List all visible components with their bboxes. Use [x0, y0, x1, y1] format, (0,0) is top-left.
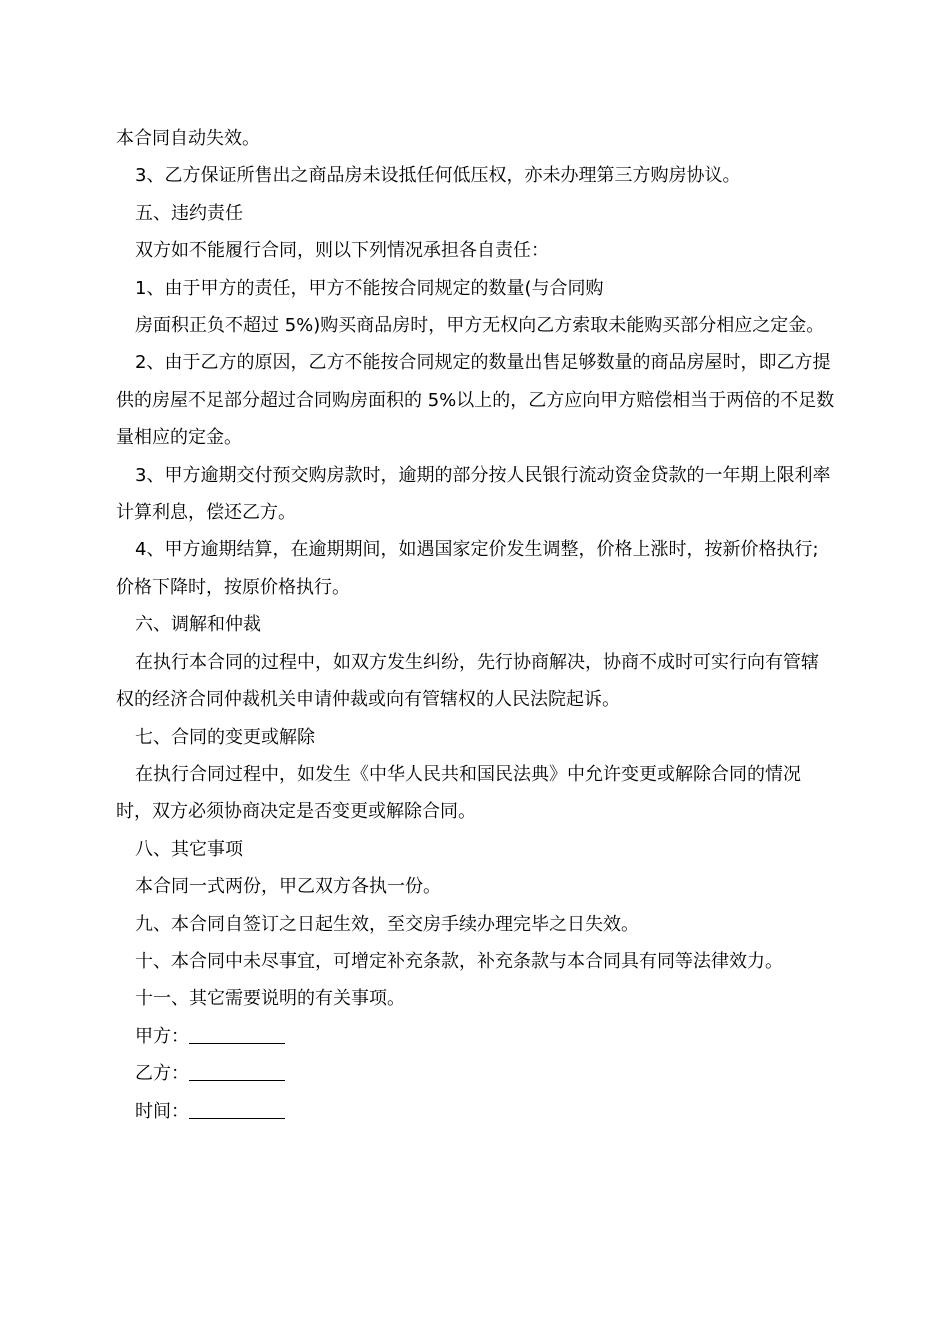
signature-label-party-b: 乙方：: [135, 1063, 189, 1085]
paragraph-breach-1-line2: 房面积正负不超过 5%)购买商品房时，甲方无权向乙方索取未能购买部分相应之定金。: [135, 315, 825, 337]
section-heading-modification: 七、合同的变更或解除: [135, 726, 315, 748]
paragraph-breach-2: 2、由于乙方的原因，乙方不能按合同规定的数量出售足够数量的商品房屋时，即乙方提供的房屋不足部分超过合同购房面积的 5%以上的，乙方应向甲方赔偿相当于两倍的不足数量相应的定金。: [116, 352, 835, 449]
paragraph-breach-1-line1: 1、由于甲方的责任，甲方不能按合同规定的数量(与合同购: [135, 277, 604, 299]
paragraph-breach-3: 3、甲方逾期交付预交购房款时，逾期的部分按人民银行流动资金贷款的一年期上限利率计算利息，偿还乙方。: [116, 464, 831, 524]
paragraph-breach-4: 4、甲方逾期结算，在逾期期间，如遇国家定价发生调整，价格上涨时，按新价格执行;价格下降时，按原价格执行。: [116, 539, 819, 598]
signature-party-a: [116, 1018, 836, 1055]
signature-date: [116, 1093, 836, 1130]
contract-body: [116, 120, 836, 1130]
section-heading-other-matters: 八、其它事项: [135, 838, 243, 860]
paragraph-contract-void: 本合同自动失效。: [116, 128, 260, 149]
paragraph-other-notes: 十一、其它需要说明的有关事项。: [135, 988, 405, 1010]
signature-party-b: [116, 1055, 836, 1092]
paragraph-breach-intro: 双方如不能履行合同，则以下列情况承担各自责任：: [135, 240, 549, 262]
signature-blank-party-a[interactable]: [189, 1025, 285, 1044]
section-heading-breach-liability: 五、违约责任: [135, 202, 243, 224]
paragraph-effective-date: 九、本合同自签订之日起生效，至交房手续办理完毕之日失效。: [135, 913, 639, 935]
signature-label-party-a: 甲方：: [135, 1025, 189, 1047]
paragraph-modification: 在执行合同过程中，如发生《中华人民共和国民法典》中允许变更或解除合同的情况时，双方必须协商决定是否变更或解除合同。: [116, 763, 801, 823]
paragraph-copies: 本合同一式两份，甲乙双方各执一份。: [135, 876, 441, 898]
signature-blank-party-b[interactable]: [189, 1062, 285, 1081]
paragraph-clause-4-3: 3、乙方保证所售出之商品房未设抵任何低压权，亦未办理第三方购房协议。: [135, 165, 741, 187]
signature-label-date: 时间：: [135, 1100, 189, 1122]
signature-blank-date[interactable]: [189, 1100, 285, 1119]
section-heading-mediation: 六、调解和仲裁: [135, 614, 261, 636]
paragraph-supplementary: 十、本合同中未尽事宜，可增定补充条款，补充条款与本合同具有同等法律效力。: [135, 950, 783, 972]
paragraph-mediation: 在执行本合同的过程中，如双方发生纠纷，先行协商解决，协商不成时可实行向有管辖权的经济合同仲裁机关申请仲裁或向有管辖权的人民法院起诉。: [116, 651, 819, 711]
